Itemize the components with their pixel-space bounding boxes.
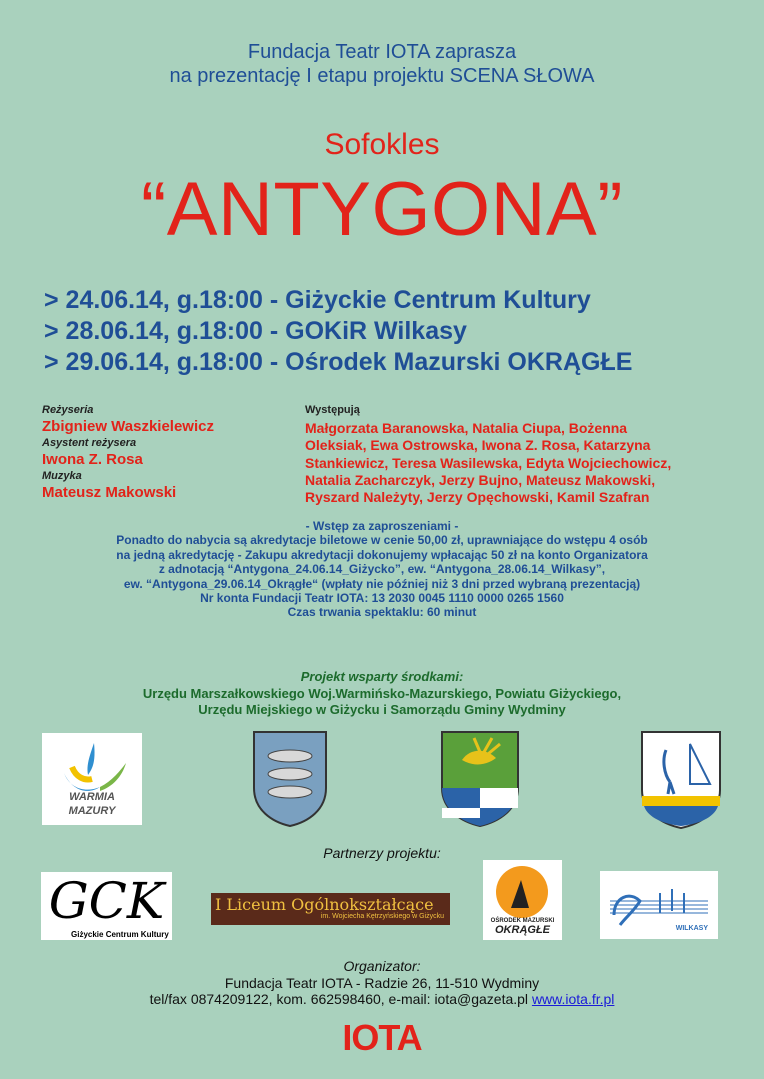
mazury-text: MAZURY bbox=[68, 805, 116, 817]
info-line-5: ew. “Antygona_29.06.14_Okrągłe“ (wpłaty nie później niż 3 dni przed wybraną prezentacją) bbox=[123, 576, 641, 591]
partners-label: Partnerzy projektu: bbox=[323, 845, 441, 861]
assistant-name: Iwona Z. Rosa bbox=[42, 451, 143, 468]
intro-line-1: Fundacja Teatr IOTA zaprasza bbox=[247, 41, 517, 63]
credits bbox=[42, 404, 292, 503]
gck-subtitle: Giżyckie Centrum Kultury bbox=[71, 930, 169, 939]
okragle-logo bbox=[483, 860, 562, 940]
info-line-1: - Wstęp za zaproszeniami - bbox=[305, 519, 459, 533]
author: Sofokles bbox=[324, 128, 440, 161]
warmia-text: WARMIA bbox=[69, 791, 115, 803]
okragle-subtitle: OŚRODEK MAZURSKI bbox=[490, 918, 555, 924]
info-line-4: z adnotacją “Antygona_24.06.14_Giżycko”, ew. “Antygona_28.06.14_Wilkasy”, bbox=[158, 562, 606, 577]
support-heading: Projekt wsparty środkami: bbox=[300, 669, 464, 684]
fish-shield-icon bbox=[252, 730, 328, 828]
gokir-logo bbox=[600, 871, 718, 939]
intro-text bbox=[0, 40, 764, 88]
organizer-contact: tel/fax 0874209122, kom. 662598460, e-mail: iota@gazeta.pl bbox=[149, 991, 532, 1007]
ticket-info bbox=[0, 519, 764, 620]
warmia-mazury-logo bbox=[42, 733, 142, 825]
heron-shield-icon bbox=[640, 730, 722, 830]
show-date-1: > 24.06.14, g.18:00 - Giżyckie Centrum Kultury bbox=[44, 286, 591, 314]
iota-logo-text: IOTA bbox=[342, 1017, 422, 1058]
cast-label: Występują bbox=[305, 404, 360, 416]
cast-list bbox=[305, 420, 745, 506]
organizer-block bbox=[0, 958, 764, 1008]
director-name: Zbigniew Waszkielewicz bbox=[42, 418, 214, 435]
info-line-7: Czas trwania spektaklu: 60 minut bbox=[287, 605, 477, 620]
gck-logo bbox=[41, 872, 172, 940]
organizer-contact-line bbox=[0, 991, 764, 1008]
music-label: Muzyka bbox=[42, 470, 82, 482]
liceum-subtitle: im. Wojciecha Kętrzyńskiego w Giżycku bbox=[320, 913, 444, 920]
organizer-address: Fundacja Teatr IOTA - Radzie 26, 11-510 Wydminy bbox=[224, 974, 540, 991]
support-text bbox=[0, 669, 764, 719]
cast-line-4: Natalia Zacharczyk, Jerzy Bujno, Mateusz Makowski, bbox=[305, 471, 656, 488]
play-title: “ANTYGONA” bbox=[140, 167, 624, 252]
iota-logo bbox=[332, 1017, 432, 1058]
deer-shield-icon bbox=[440, 730, 520, 828]
support-line-1: Urzędu Marszałkowskiego Woj.Warmińsko-Mazurskiego, Powiatu Giżyckiego, bbox=[142, 685, 622, 701]
liceum-text: I Liceum Ogólnokształcące bbox=[215, 895, 434, 914]
info-line-3: na jedną akredytację - Zakupu akredytacji dokonujemy wpłacając 50 zł na konto Organizatora bbox=[116, 547, 648, 562]
cast-line-2: Oleksiak, Ewa Ostrowska, Iwona Z. Rosa, Katarzyna bbox=[305, 437, 651, 454]
cast-line-5: Ryszard Należyty, Jerzy Opęchowski, Kamil Szafran bbox=[305, 489, 650, 506]
gokir-subtitle: WILKASY bbox=[675, 925, 708, 932]
info-line-6: Nr konta Fundacji Teatr IOTA: 13 2030 0045 1110 0000 0265 1560 bbox=[200, 591, 564, 606]
show-date-2: > 28.06.14, g.18:00 - GOKiR Wilkasy bbox=[44, 317, 467, 345]
powiat-gizycki-coat-of-arms bbox=[252, 730, 328, 833]
show-date-3: > 29.06.14, g.18:00 - Ośrodek Mazurski OKRĄGŁE bbox=[44, 348, 633, 376]
gizycko-coat-of-arms bbox=[440, 730, 520, 833]
music-name: Mateusz Makowski bbox=[42, 484, 177, 501]
assistant-label: Asystent reżysera bbox=[42, 437, 137, 449]
gck-text: GCK bbox=[48, 872, 165, 930]
cast-line-1: Małgorzata Baranowska, Natalia Ciupa, Bożenna bbox=[305, 420, 628, 436]
cast-line-3: Stankiewicz, Teresa Wasilewska, Edyta Wojciechowicz, bbox=[305, 454, 672, 471]
intro-line-2: na prezentację I etapu projektu SCENA SŁOWA bbox=[169, 65, 595, 87]
support-line-2: Urzędu Miejskiego w Giżycku i Samorządu Gminy Wydminy bbox=[198, 702, 566, 717]
liceum-logo bbox=[211, 893, 450, 925]
info-line-2: Ponadto do nabycia są akredytacje biletowe w cenie 50,00 zł, uprawniające do wstępu 4 osób bbox=[116, 533, 648, 548]
organizer-label: Organizator: bbox=[343, 958, 421, 974]
wydminy-coat-of-arms bbox=[640, 730, 722, 835]
okragle-text: OKRĄGŁE bbox=[495, 924, 550, 936]
director-label: Reżyseria bbox=[42, 404, 94, 416]
organizer-website-link[interactable]: www.iota.fr.pl bbox=[531, 991, 615, 1007]
